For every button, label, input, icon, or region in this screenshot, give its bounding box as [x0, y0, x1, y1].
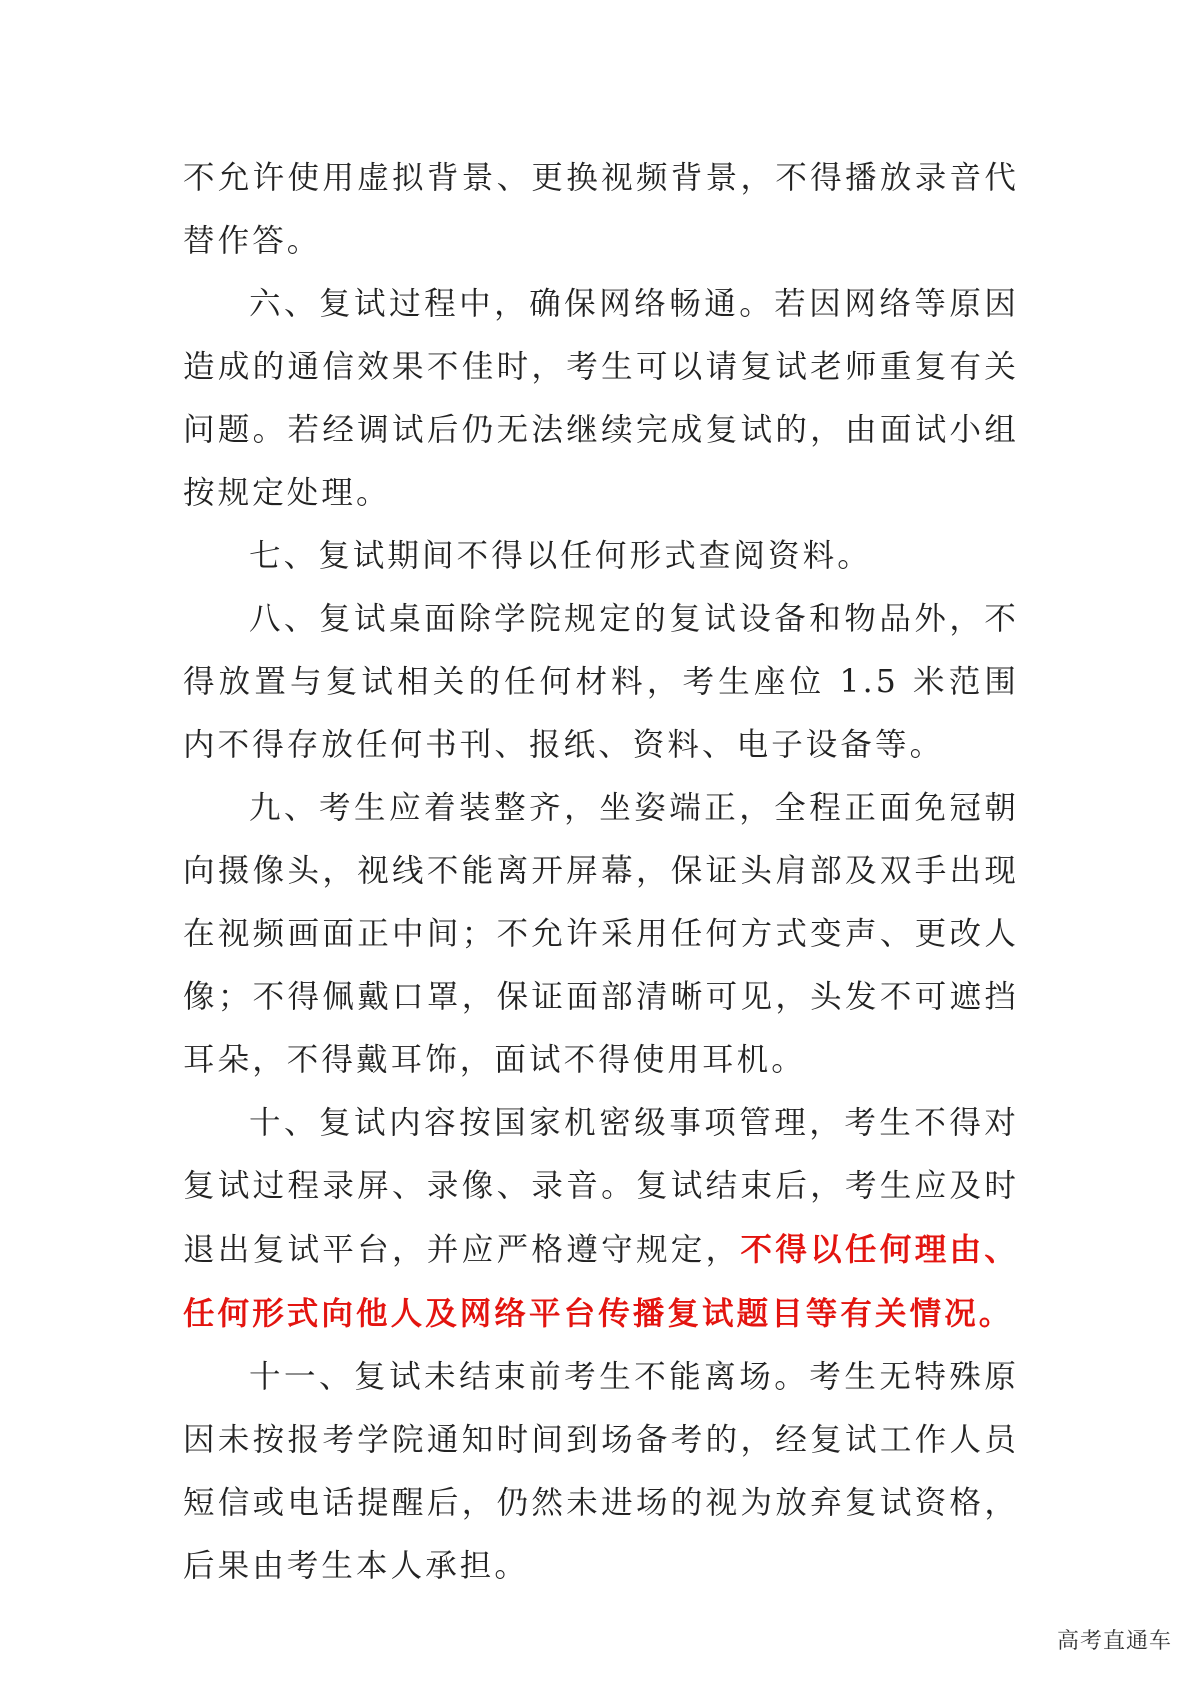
paragraph-text: 九、考生应着装整齐，坐姿端正，全程正面免冠朝向摄像头，视线不能离开屏幕，保证头肩部及双手出现在视频画面正中间；不允许采用任何方式变声、更改人像；不得佩戴口罩，保证面部清晰可见，头发不可遮挡耳朵，不得戴耳饰，面试不得使用耳机。: [183, 790, 1019, 1078]
paragraph-continuation: [183, 147, 1019, 273]
paragraph-item-9: [183, 777, 1019, 1092]
document-body: [183, 147, 1019, 1598]
paragraph-text: 八、复试桌面除学院规定的复试设备和物品外，不得放置与复试相关的任何材料，考生座位 1.5 米范围内不得存放任何书刊、报纸、资料、电子设备等。: [183, 601, 1019, 763]
watermark-text: 高考直通车: [1056, 1629, 1172, 1654]
paragraph-item-8: [183, 588, 1019, 777]
paragraph-item-10: [183, 1092, 1019, 1346]
paragraph-item-7: [183, 525, 1019, 588]
paragraph-item-11: [183, 1346, 1019, 1598]
emphasis-text: 不得以任何理由、任何形式向他人及网络平台传播复试题目等有关情况。: [183, 1231, 1019, 1332]
paragraph-text: 不允许使用虚拟背景、更换视频背景，不得播放录音代替作答。: [183, 160, 1019, 259]
paragraph-text: 七、复试期间不得以任何形式查阅资料。: [249, 538, 872, 574]
paragraph-text: 十、复试内容按国家机密级事项管理，考生不得对复试过程录屏、录像、录音。复试结束后，考生应及时退出复试平台，并应严格遵守规定，: [183, 1105, 1019, 1268]
paragraph-text: 六、复试过程中，确保网络畅通。若因网络等原因造成的通信效果不佳时，考生可以请复试老师重复有关问题。若经调试后仍无法继续完成复试的，由面试小组按规定处理。: [183, 286, 1019, 511]
paragraph-text: 十一、复试未结束前考生不能离场。考生无特殊原因未按报考学院通知时间到场备考的，经复试工作人员短信或电话提醒后，仍然未进场的视为放弃复试资格，后果由考生本人承担。: [183, 1359, 1019, 1584]
paragraph-item-6: [183, 273, 1019, 525]
